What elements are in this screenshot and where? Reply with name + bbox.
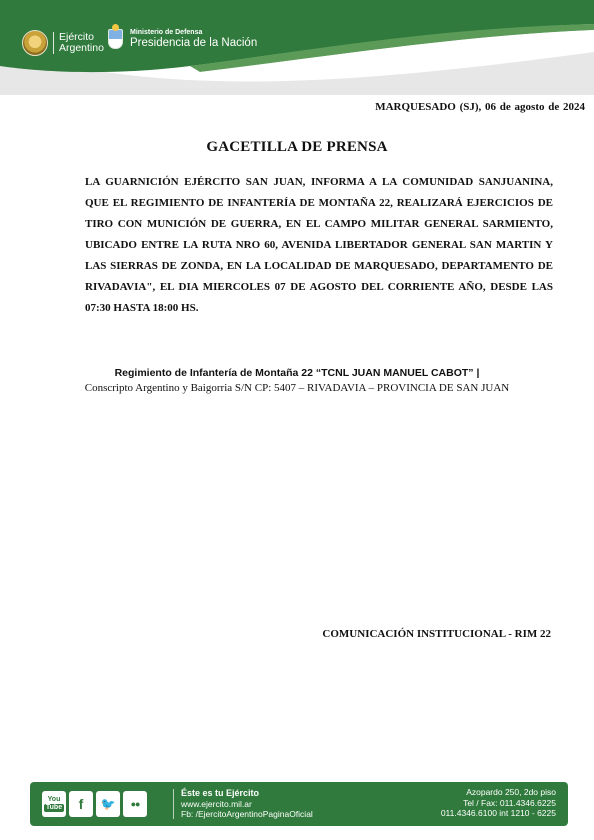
dateline: MARQUESADO (SJ), 06 de agosto de 2024 — [375, 101, 585, 113]
footer-phone-fax: Tel / Fax: 011.4346.6225 — [463, 797, 556, 808]
regiment-signature: Regimiento de Infantería de Montaña 22 “TCNL JUAN MANUEL CABOT” | — [114, 367, 480, 379]
army-logo-line2: Argentino — [59, 42, 104, 54]
footer-phone-ext: 011.4346.6100 int 1210 - 6225 — [440, 808, 556, 818]
national-shield-icon — [108, 29, 123, 49]
press-release-body: LA GUARNICIÓN EJÉRCITO SAN JUAN, INFORMA A LA COMUNIDAD SANJUANINA, QUE EL REGIMIENTO DE INFANTERÍA DE MONTAÑA 22, REALIZARÁ EJERCICIOS DE TIRO CON MUNICIÓN DE GUERRA, EN EL CAMPO MILITAR GENERAL SARMIENTO, UBICADO ENTRE LA RUTA NRO 60, AVENIDA LIBERTADOR GENERAL SAN MARTIN Y LAS SIERRAS DE ZONDA, EN LA LOCALIDAD DE MARQUESADO, DEPARTAMENTO DE RIVADAVIA", EL DIA MIERCOLES 07 DE AGOSTO DEL CORRIENTE AÑO, DESDE LAS 07:30 HASTA 18:00 HS. — [85, 176, 553, 314]
ministry-logo — [108, 28, 257, 50]
army-logo-line1: Ejército — [59, 31, 95, 43]
header-banner — [0, 0, 594, 95]
army-logo — [22, 30, 104, 56]
flickr-icon[interactable]: ●● — [123, 791, 147, 817]
document-title: GACETILLA DE PRENSA — [206, 139, 388, 155]
footer-address-block — [441, 787, 556, 819]
footer-tagline: Éste es tu Ejército — [181, 788, 260, 798]
presidency-name: Presidencia de la Nación — [130, 37, 258, 49]
youtube-icon[interactable]: You Tube — [42, 791, 66, 817]
footer-address: Azopardo 250, 2do piso — [466, 787, 556, 797]
footer-divider — [173, 789, 174, 819]
footer-website-link[interactable]: www.ejercito.mil.ar — [181, 798, 252, 809]
facebook-icon[interactable]: f — [69, 791, 93, 817]
army-seal-icon — [22, 30, 48, 56]
twitter-icon[interactable]: 🐦 — [96, 791, 120, 817]
footer-contact-web — [181, 788, 313, 820]
ministry-name: Ministerio de Defensa — [130, 29, 203, 36]
closing-signature: COMUNICACIÓN INSTITUCIONAL - RIM 22 — [322, 628, 551, 640]
footer-bar — [30, 782, 568, 826]
footer-facebook-link[interactable]: Fb: /EjercitoArgentinoPaginaOficial — [181, 809, 313, 819]
regiment-address: Conscripto Argentino y Baigorria S/N CP: 5407 – RIVADAVIA – PROVINCIA DE SAN JUAN — [84, 382, 510, 394]
social-icons — [42, 791, 147, 817]
